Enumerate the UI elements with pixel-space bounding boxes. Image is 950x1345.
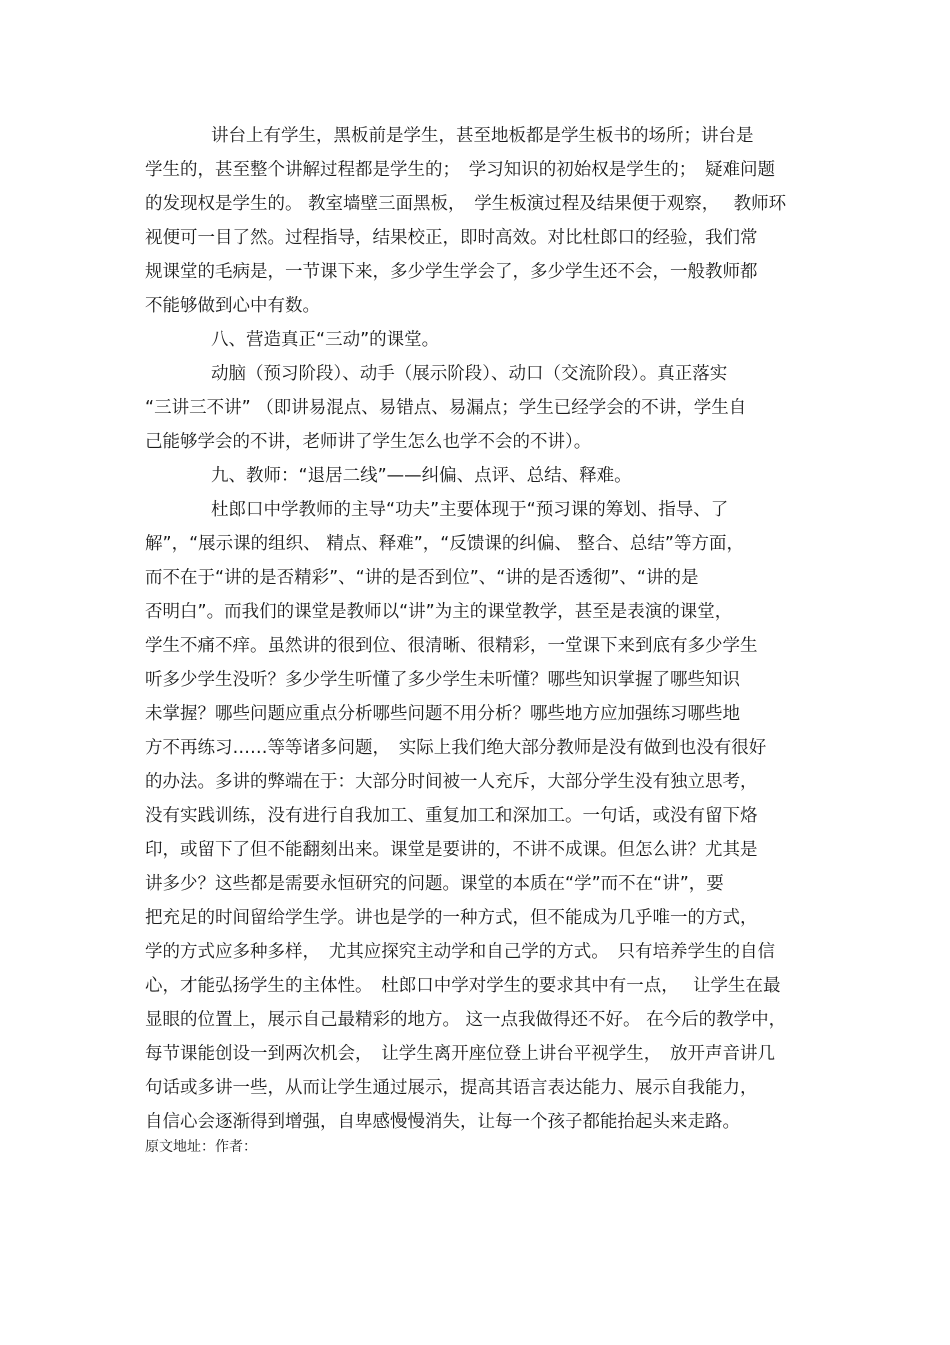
paragraph-line: 把充足的时间留给学生学。讲也是学的一种方式，但不能成为几乎唯一的方式， [145, 908, 758, 928]
paragraph-line: 视便可一目了然。过程指导，结果校正，即时高效。对比杜郎口的经验，我们常 [145, 228, 758, 248]
paragraph-line: 解”，“展示课的组织、 精点、释难”，“反馈课的纠偏、 整合、总结”等方面， [145, 534, 744, 554]
paragraph-line: 而不在于“讲的是否精彩”、“讲的是否到位”、“讲的是否透彻”、“讲的是 [145, 568, 699, 588]
paragraph-line: 每节课能创设一到两次机会， 让学生离开座位登上讲台平视学生， 放开声音讲几 [145, 1044, 775, 1064]
section-heading: 九、教师：“退居二线”——纠偏、点评、总结、释难。 [211, 466, 632, 486]
paragraph-line: 显眼的位置上，展示自己最精彩的地方。 这一点我做得还不好。 在今后的教学中， [145, 1010, 787, 1030]
paragraph-line: 句话或多讲一些，从而让学生通过展示，提高其语言表达能力、展示自我能力， [145, 1078, 758, 1098]
paragraph-line: 未掌握？哪些问题应重点分析哪些问题不用分析？哪些地方应加强练习哪些地 [145, 704, 740, 724]
paragraph-line: 否明白”。而我们的课堂是教师以“讲”为主的课堂教学，甚至是表演的课堂， [145, 602, 733, 622]
paragraph-line: 的办法。多讲的弊端在于：大部分时间被一人充斥，大部分学生没有独立思考， [145, 772, 758, 792]
paragraph-line: 学生不痛不痒。虽然讲的很到位、很清晰、很精彩，一堂课下来到底有多少学生 [145, 636, 758, 656]
paragraph-line: 己能够学会的不讲，老师讲了学生怎么也学不会的不讲）。 [145, 432, 592, 452]
paragraph-line: 心，才能弘扬学生的主体性。 杜郎口中学对学生的要求其中有一点， 让学生在最 [145, 976, 781, 996]
paragraph-line: 方不再练习……等等诸多问题， 实际上我们绝大部分教师是没有做到也没有很好 [145, 738, 767, 758]
paragraph-line: 动脑（预习阶段）、动手（展示阶段）、动口（交流阶段）。真正落实 [211, 364, 728, 384]
source-attribution: 原文地址：作者： [145, 1139, 257, 1155]
paragraph-line: 学生的，甚至整个讲解过程都是学生的； 学习知识的初始权是学生的； 疑难问题 [145, 160, 775, 180]
paragraph-line: 的发现权是学生的。 教室墙壁三面黑板， 学生板演过程及结果便于观察， 教师环 [145, 194, 787, 214]
paragraph-line: 不能够做到心中有数。 [145, 296, 320, 316]
paragraph-line: 杜郎口中学教师的主导“功夫”主要体现于“预习课的筹划、指导、了 [211, 500, 729, 520]
paragraph-line: 讲多少？这些都是需要永恒研究的问题。课堂的本质在“学”而不在“讲”，要 [145, 874, 724, 894]
paragraph-line: 自信心会逐渐得到增强，自卑感慢慢消失，让每一个孩子都能抬起头来走路。 [145, 1112, 740, 1132]
paragraph-line: 没有实践训练，没有进行自我加工、重复加工和深加工。一句话，或没有留下烙 [145, 806, 758, 826]
paragraph-line: “三讲三不讲” （即讲易混点、易错点、易漏点；学生已经学会的不讲，学生自 [145, 398, 747, 418]
paragraph-line: 印，或留下了但不能翻刻出来。课堂是要讲的，不讲不成课。但怎么讲？尤其是 [145, 840, 758, 860]
paragraph-line: 讲台上有学生，黑板前是学生，甚至地板都是学生板书的场所；讲台是 [211, 126, 754, 146]
paragraph-line: 学的方式应多种多样， 尤其应探究主动学和自己学的方式。 只有培养学生的自信 [145, 942, 775, 962]
paragraph-line: 听多少学生没听？多少学生听懂了多少学生未听懂？哪些知识掌握了哪些知识 [145, 670, 740, 690]
paragraph-line: 规课堂的毛病是，一节课下来，多少学生学会了，多少学生还不会，一般教师都 [145, 262, 758, 282]
section-heading: 八、营造真正“三动”的课堂。 [211, 330, 440, 350]
